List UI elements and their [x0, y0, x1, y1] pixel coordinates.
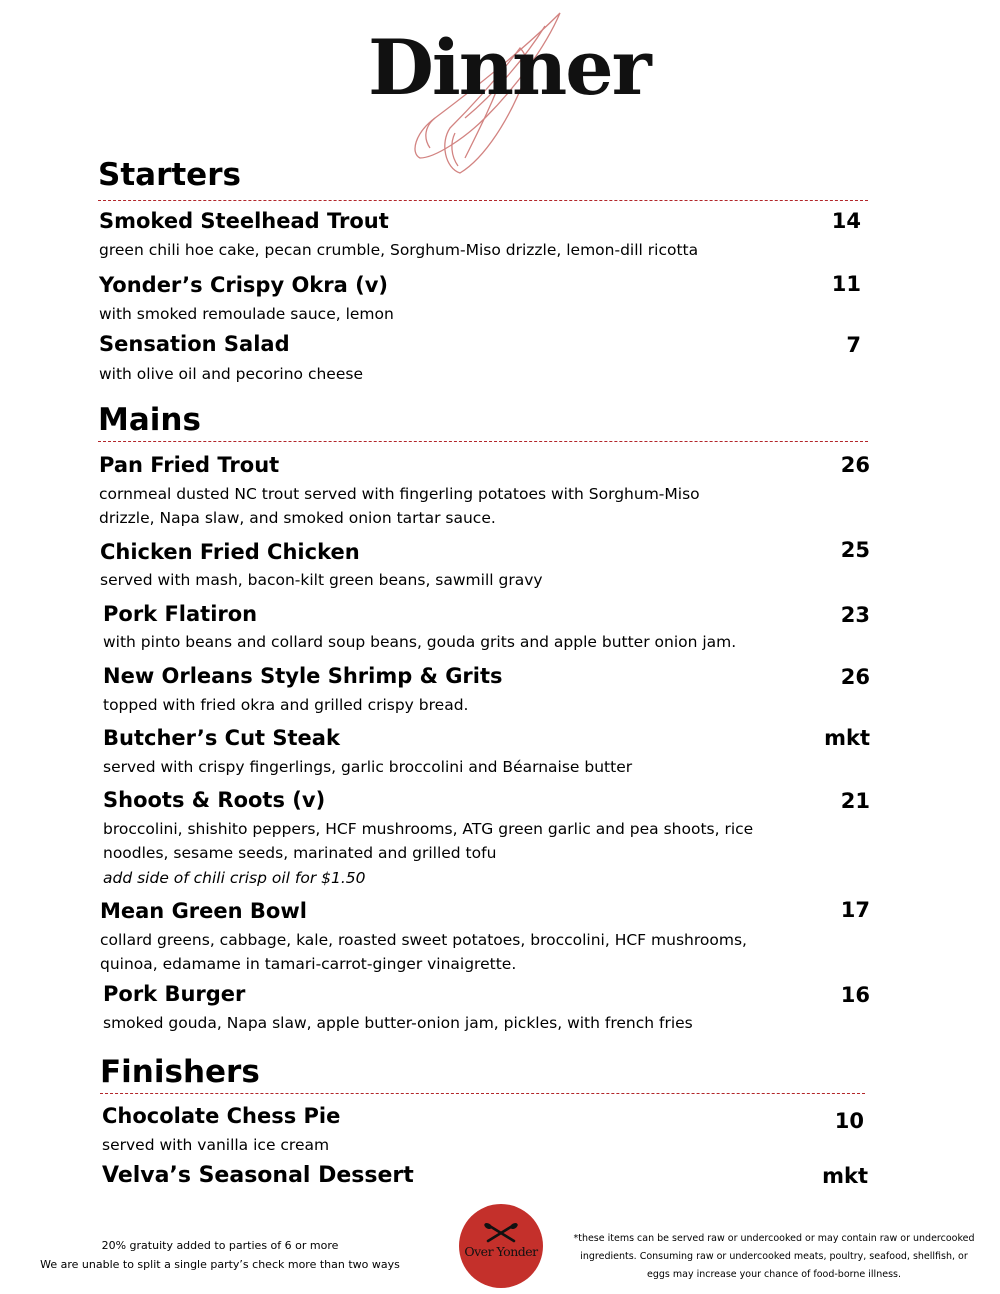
- menu-item-price: 7: [846, 333, 861, 357]
- menu-item-name: Smoked Steelhead Trout: [99, 209, 389, 233]
- menu-item-description: collard greens, cabbage, kale, roasted sweet potatoes, broccolini, HCF mushrooms, quinoa, edamame in tamari-carrot-ginger vinaigrette.: [100, 931, 747, 973]
- menu-item-description: topped with fried okra and grilled crispy bread.: [103, 696, 469, 714]
- menu-item-description: green chili hoe cake, pecan crumble, Sorghum-Miso drizzle, lemon-dill ricotta: [99, 241, 699, 259]
- menu-item-price: 23: [840, 603, 870, 627]
- menu-item-price: 11: [831, 272, 861, 296]
- menu-item-name: Chocolate Chess Pie: [102, 1104, 341, 1128]
- menu-item-description: with pinto beans and collard soup beans, gouda grits and apple butter onion jam.: [103, 633, 737, 651]
- split-check-text: We are unable to split a single party’s check more than two ways: [40, 1258, 400, 1271]
- page-title: Dinner: [368, 23, 650, 112]
- menu-item-price: 17: [840, 898, 870, 922]
- over-yonder-logo: [459, 1204, 543, 1288]
- menu-item-price: 10: [834, 1109, 864, 1133]
- menu-item-name: Pan Fried Trout: [99, 453, 280, 477]
- menu-item-name: New Orleans Style Shrimp & Grits: [103, 664, 503, 688]
- menu-item-description: served with mash, bacon-kilt green beans, sawmill gravy: [100, 571, 543, 589]
- logo-text: Over Yonder: [464, 1244, 538, 1259]
- menu-item-name: Shoots & Roots (v): [103, 788, 326, 812]
- gratuity-note: [20, 1236, 420, 1274]
- section-divider: [98, 200, 868, 201]
- menu-item-description: served with vanilla ice cream: [102, 1136, 330, 1154]
- menu-item-description: broccolini, shishito peppers, HCF mushrooms, ATG green garlic and pea shoots, rice noodles, sesame seeds, marinated and grilled tofu: [103, 820, 754, 862]
- section-title-starters: Starters: [98, 157, 241, 193]
- menu-item-description: with olive oil and pecorino cheese: [99, 365, 363, 383]
- menu-item-description: with smoked remoulade sauce, lemon: [99, 305, 394, 323]
- menu-item-name: Mean Green Bowl: [100, 899, 307, 923]
- menu-item-price: 26: [840, 665, 870, 689]
- menu-item-name: Sensation Salad: [99, 332, 290, 356]
- menu-item-name: Pork Burger: [103, 982, 246, 1006]
- menu-item-description: smoked gouda, Napa slaw, apple butter-onion jam, pickles, with french fries: [103, 1014, 693, 1032]
- menu-item-price: mkt: [822, 1164, 868, 1188]
- menu-item-price: 26: [840, 453, 870, 477]
- menu-item-name: Velva’s Seasonal Dessert: [102, 1163, 414, 1188]
- food-safety-disclaimer: [572, 1230, 976, 1284]
- menu-item-description: served with crispy fingerlings, garlic broccolini and Béarnaise butter: [103, 758, 633, 776]
- menu-item-description: cornmeal dusted NC trout served with fingerling potatoes with Sorghum-Miso drizzle, Napa slaw, and smoked onion tartar sauce.: [99, 485, 700, 527]
- menu-item-name: Yonder’s Crispy Okra (v): [99, 273, 388, 297]
- menu-item-name: Pork Flatiron: [103, 602, 258, 626]
- menu-item-note: add side of chili crisp oil for $1.50: [103, 869, 366, 887]
- menu-item-price: 21: [840, 789, 870, 813]
- menu-item-price: 14: [831, 209, 861, 233]
- menu-item-name: Chicken Fried Chicken: [100, 540, 360, 564]
- menu-item-price: 25: [840, 538, 870, 562]
- disclaimer-line: eggs may increase your chance of food-borne illness.: [647, 1269, 901, 1280]
- disclaimer-line: ingredients. Consuming raw or undercooked meats, poultry, seafood, shellfish, or: [580, 1251, 968, 1262]
- section-divider: [100, 1093, 865, 1094]
- section-divider: [98, 441, 868, 442]
- menu-item-price: mkt: [824, 726, 870, 750]
- disclaimer-line: *these items can be served raw or undercooked or may contain raw or undercooked: [573, 1233, 975, 1244]
- menu-item-name: Butcher’s Cut Steak: [103, 726, 340, 750]
- gratuity-text: 20% gratuity added to parties of 6 or more: [101, 1239, 339, 1252]
- menu-item-price: 16: [840, 983, 870, 1007]
- crossed-utensils-icon: [484, 1222, 518, 1244]
- section-title-mains: Mains: [98, 402, 201, 438]
- section-title-finishers: Finishers: [100, 1054, 260, 1090]
